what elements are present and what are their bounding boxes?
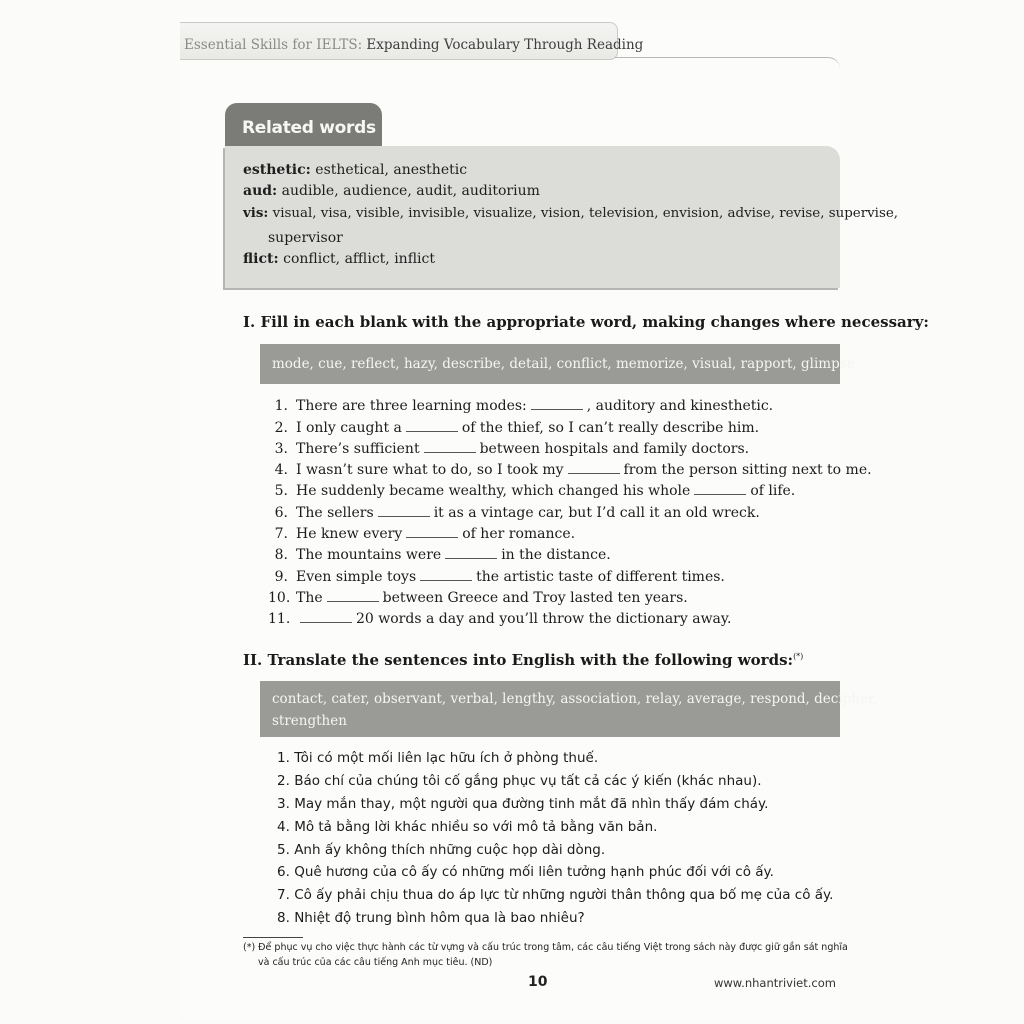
item-number: 1. (277, 750, 290, 766)
answer-blank[interactable] (424, 442, 476, 453)
item-number: 5. (274, 483, 288, 499)
translation-item (277, 819, 657, 835)
related-word-entry: supervisor (268, 230, 343, 246)
item-text: Nhiệt độ trung bình hôm qua là bao nhiêu? (294, 910, 585, 926)
related-word-entry: flict: conflict, afflict, inflict (243, 251, 435, 267)
running-header (184, 37, 643, 53)
answer-blank[interactable] (568, 463, 620, 474)
footnote-line: và cấu trúc của các câu tiếng Anh mục tiêu. (ND) (258, 957, 493, 968)
related-words-label: Related words (242, 118, 376, 138)
answer-blank[interactable] (531, 399, 583, 410)
item-text: Quê hương của cô ấy có những mối liên tưởng hạnh phúc đối với cô ấy. (294, 864, 774, 880)
translation-item (277, 796, 768, 812)
footnote-rule (243, 937, 303, 938)
translation-item (277, 842, 605, 858)
translation-item (277, 910, 585, 926)
item-text: Tôi có một mối liên lạc hữu ích ở phòng thuế. (294, 750, 599, 766)
item-text: He suddenly became wealthy, which changed his whole of life. (296, 483, 796, 499)
translation-item (277, 773, 762, 789)
publisher-website: www.nhantriviet.com (714, 976, 836, 990)
book-title: Essential Skills for IELTS: (184, 37, 363, 53)
section-1-heading: I. Fill in each blank with the appropriate word, making changes where necessary: (243, 313, 929, 331)
chapter-topic: Expanding Vocabulary Through Reading (366, 37, 644, 53)
answer-blank[interactable] (445, 548, 497, 559)
related-word-entry: aud: audible, audience, audit, auditorium (243, 183, 540, 199)
answer-blank[interactable] (327, 591, 379, 602)
translation-item (277, 864, 774, 880)
item-text: The between Greece and Troy lasted ten years. (296, 590, 688, 606)
item-number: 2. (274, 420, 288, 436)
answer-blank[interactable] (406, 421, 458, 432)
item-number: 3. (277, 796, 290, 812)
item-text: 20 words a day and you’ll throw the dictionary away. (296, 611, 731, 627)
item-text: Anh ấy không thích những cuộc họp dài dòng. (294, 842, 606, 858)
item-text: Báo chí của chúng tôi cố gắng phục vụ tất cả các ý kiến (khác nhau). (294, 773, 762, 789)
item-number: 2. (277, 773, 290, 789)
related-word-entry: esthetic: esthetical, anesthetic (243, 162, 468, 178)
page-number: 10 (528, 974, 548, 990)
item-text: He knew every of her romance. (296, 526, 576, 542)
item-number: 4. (274, 462, 288, 478)
item-number: 5. (277, 842, 290, 858)
header-rule (615, 57, 840, 72)
item-number: 8. (274, 547, 288, 563)
footnote-marker: (*) (793, 652, 804, 661)
answer-blank[interactable] (300, 612, 352, 623)
section-1-word-bank: mode, cue, reflect, hazy, describe, detail, conflict, memorize, visual, rapport, glimpse (260, 344, 840, 384)
item-number: 7. (274, 526, 288, 542)
answer-blank[interactable] (378, 506, 430, 517)
item-text: There are three learning modes: , auditory and kinesthetic. (296, 398, 774, 414)
answer-blank[interactable] (694, 484, 746, 495)
item-number: 4. (277, 819, 290, 835)
item-number: 6. (277, 864, 290, 880)
related-word-entry: vis: visual, visa, visible, invisible, visualize, vision, television, envision, advise, revise, supervise, (243, 205, 898, 221)
item-number: 11. (268, 611, 291, 627)
item-number: 7. (277, 887, 290, 903)
footnote-line: (*) Để phục vụ cho việc thực hành các từ vựng và cấu trúc trong tâm, các câu tiếng Việt trong sách này được giữ gần sát nghĩa (243, 942, 848, 953)
item-text: Cô ấy phải chịu thua do áp lực từ những người thân thông qua bố mẹ của cô ấy. (294, 887, 834, 903)
item-text: I only caught a of the thief, so I can’t really describe him. (296, 420, 760, 436)
section-2-heading: II. Translate the sentences into English with the following words:(*) (243, 651, 804, 669)
item-text: There’s sufficient between hospitals and family doctors. (296, 441, 750, 457)
item-number: 10. (268, 590, 291, 606)
translation-item (277, 887, 833, 903)
item-text: The sellers it as a vintage car, but I’d call it an old wreck. (296, 505, 760, 521)
item-text: Mô tả bằng lời khác nhiều so với mô tả bằng văn bản. (294, 819, 658, 835)
item-number: 1. (274, 398, 288, 414)
item-text: I wasn’t sure what to do, so I took my from the person sitting next to me. (296, 462, 872, 478)
item-number: 3. (274, 441, 288, 457)
item-number: 9. (274, 569, 288, 585)
answer-blank[interactable] (420, 570, 472, 581)
item-text: Even simple toys the artistic taste of different times. (296, 569, 725, 585)
item-number: 8. (277, 910, 290, 926)
item-text: May mắn thay, một người qua đường tinh mắt đã nhìn thấy đám cháy. (294, 796, 769, 812)
translation-item (277, 750, 598, 766)
section-2-word-bank: contact, cater, observant, verbal, lengthy, association, relay, average, respond, decipher, strengthen (260, 681, 840, 737)
item-number: 6. (274, 505, 288, 521)
item-text: The mountains were in the distance. (296, 547, 611, 563)
answer-blank[interactable] (406, 527, 458, 538)
